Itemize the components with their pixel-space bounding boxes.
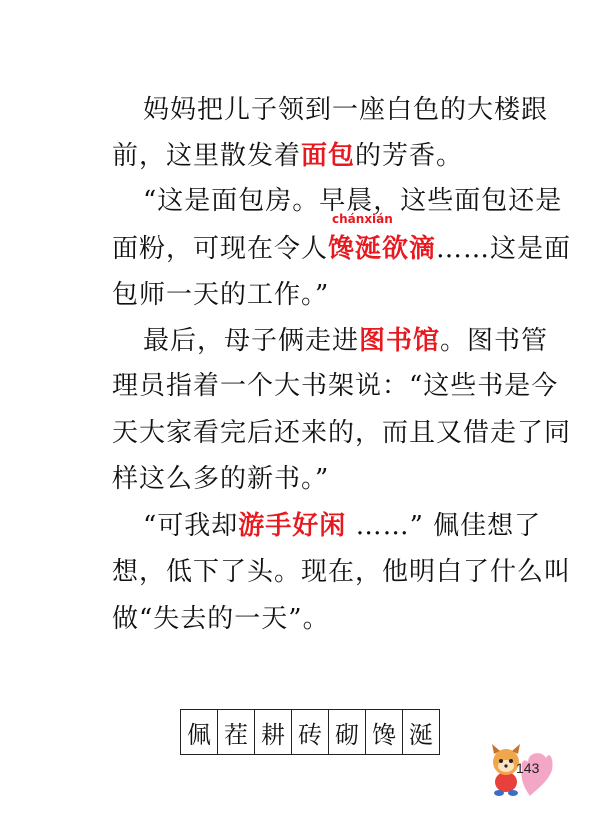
text-line bbox=[143, 95, 548, 125]
text-line bbox=[143, 511, 541, 541]
text-span: 前，这里散发着 bbox=[112, 141, 302, 171]
text-span: 理员指着一个大书架说：“这些书是今 bbox=[112, 371, 559, 401]
text-span: 的芳香。 bbox=[355, 141, 464, 171]
mascot-foot bbox=[494, 790, 504, 796]
char-box: 砖 bbox=[292, 710, 329, 754]
text-span: 做“失去的一天”。 bbox=[112, 604, 330, 634]
highlighted-word-chanxian bbox=[328, 212, 393, 264]
text-span: 面粉，可现在令人 bbox=[112, 234, 329, 264]
text-span: 最后，母子俩走进 bbox=[143, 326, 360, 356]
highlighted-word-bread: 面包 bbox=[301, 141, 356, 171]
text-span: 天大家看完后还来的，而且又借走了同 bbox=[112, 418, 572, 448]
text-span: 馋涎 bbox=[328, 234, 383, 264]
mascot-foot bbox=[508, 790, 518, 796]
char-box: 茬 bbox=[218, 710, 255, 754]
char-box: 佩 bbox=[181, 710, 218, 754]
mascot-eye bbox=[509, 759, 513, 763]
text-line bbox=[112, 464, 329, 494]
highlighted-word-library: 图书馆 bbox=[359, 326, 441, 356]
text-span: 。图书管 bbox=[440, 326, 549, 356]
new-characters-grid bbox=[180, 709, 440, 755]
char-box: 砌 bbox=[329, 710, 366, 754]
text-line bbox=[112, 557, 571, 587]
highlighted-word-yudi: 欲滴 bbox=[382, 234, 437, 264]
page-number: 143 bbox=[516, 760, 540, 776]
text-span: 包师一天的工作。” bbox=[112, 280, 330, 310]
text-line bbox=[112, 418, 571, 448]
text-line bbox=[143, 326, 548, 356]
highlighted-word-idle: 游手好闲 bbox=[238, 511, 347, 541]
text-span: “这是面包房。早晨，这些面包还是 bbox=[143, 186, 563, 216]
text-span: ……” 佩佳想了 bbox=[346, 511, 542, 541]
pinyin-annotation: chánxián bbox=[332, 212, 393, 226]
mascot-eye bbox=[499, 759, 503, 763]
char-box: 涎 bbox=[409, 720, 433, 749]
text-span: 妈妈把儿子领到一座白色的大楼跟 bbox=[143, 95, 549, 125]
char-box: 馋 bbox=[366, 710, 403, 754]
text-span: ……这是面 bbox=[436, 234, 572, 264]
text-line bbox=[112, 141, 463, 171]
text-line bbox=[112, 371, 558, 401]
text-span: 样这么多的新书。” bbox=[112, 464, 330, 494]
text-span: “可我却 bbox=[143, 511, 239, 541]
mascot-nose bbox=[504, 764, 507, 767]
text-span: 想，低下了头。现在，他明白了什么叫 bbox=[112, 557, 572, 587]
text-line bbox=[112, 604, 330, 634]
text-line bbox=[112, 212, 572, 264]
char-box: 耕 bbox=[255, 710, 292, 754]
text-line bbox=[112, 280, 329, 310]
